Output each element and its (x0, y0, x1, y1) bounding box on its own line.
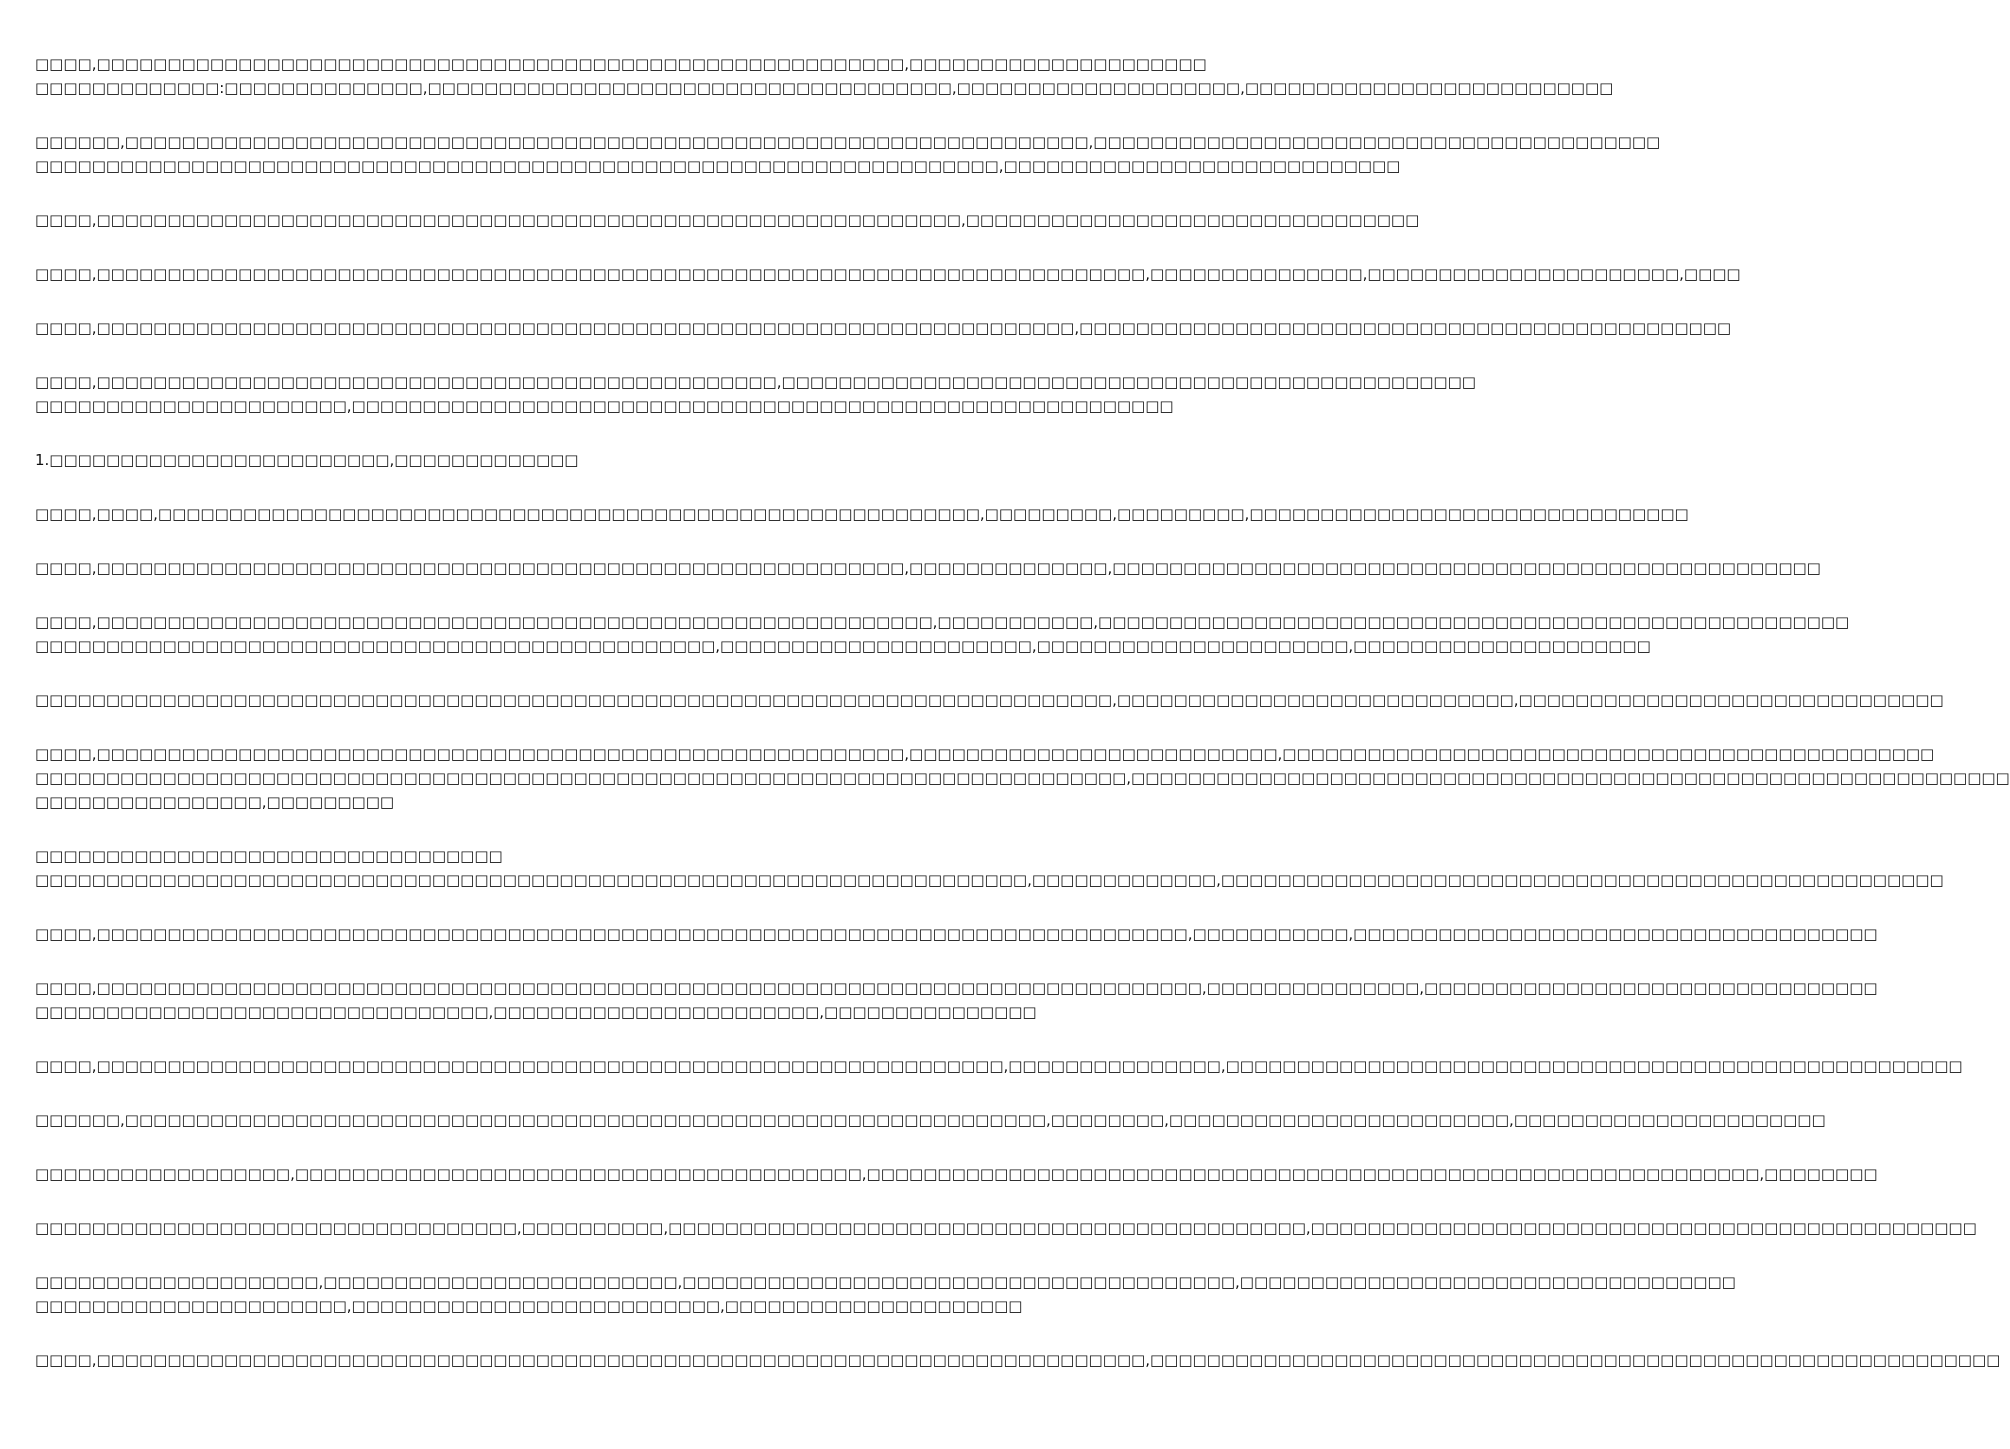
text-line: □□□□,□□□□□□□□□□□□□□□□□□□□□□□□□□□□□□□□□□□□□□□□□□□□□□□□□□□□□□□□□□□□□□□□□□□□□□□□□□□□□,□□□□□□□□□□□,□□□□□□□□□□□□□□□□□□□□□□□□□□□□□□□□□□□□□ (35, 925, 1878, 943)
text-line: □□□□□□□□□□□□□□□□□□□□□□□□□□□□□□□□□□,□□□□□□□□□□,□□□□□□□□□□□□□□□□□□□□□□□□□□□□□□□□□□□□□□□□□□□□□,□□□□□□□□□□□□□□□□□□□□□□□□□□□□□□□□□□□□□□□□□□□□□□□ (35, 1219, 1977, 1237)
paragraph (35, 316, 1732, 340)
paragraph (35, 556, 1821, 580)
text-line: □□□□,□□□□□□□□□□□□□□□□□□□□□□□□□□□□□□□□□□□□□□□□□□□□□□□□□□□□□□□□□,□□□□□□□□□□□□□□,□□□□□□□□□□□□□□□□□□□□□□□□□□□□□□□□□□□□□□□□□□□□□□□□□□ (35, 559, 1821, 577)
paragraph (35, 922, 1878, 946)
paragraph (35, 448, 990, 472)
text-line: □□□□□□□□□□□□□□□□,□□□□□□□□□ (35, 793, 395, 811)
text-line: □□□□,□□□□□□□□□□□□□□□□□□□□□□□□□□□□□□□□□□□□□□□□□□□□□□□□□□□□□□□□□□□□□□□□□□□□□,□□□□□□□□□□□□□□□□□□□□□□□□□□□□□□□□□□□□□□□□□□□□□□ (35, 319, 1732, 337)
text-line: □□□□□□□□□□□□□□□□□□□□□□□□□□□□□□□□□□□□□□□□□□□□□□□□,□□□□□□□□□□□□□□□□□□□□□□,□□□□□□□□□□□□□□□□□□□□□□,□□□□□□□□□□□□□□□□□□□□□ (35, 637, 1651, 655)
text-line: 1.□□□□□□□□□□□□□□□□□□□□□□□□,□□□□□□□□□□□□□ (35, 451, 579, 469)
text-line: □□□□,□□□□□□□□□□□□□□□□□□□□□□□□□□□□□□□□□□□□□□□□□□□□□□□□□□□□□□□□□□□□□□□□□□□□□□□□□□,□□□□□□□□□□□□□□□□□□□□□□□□□□□□□□□□□□□□□□□□□□□□□□□□□□□□□□□□□□□□ (35, 1351, 2001, 1369)
paragraph (35, 688, 1944, 712)
paragraph (35, 130, 1661, 178)
text-line: □□□□,□□□□□□□□□□□□□□□□□□□□□□□□□□□□□□□□□□□□□□□□□□□□□□□□□□□□□□□□□□□□□,□□□□□□□□□□□□□□□□□□□□□□□□□□□□□□□□ (35, 211, 1420, 229)
text-line: □□□□□□□□□□□□□□□□□□,□□□□□□□□□□□□□□□□□□□□□□□□□□□□□□□□□□□□□□□□,□□□□□□□□□□□□□□□□□□□□□□□□□□□□□□□□□□□□□□□□□□□□□□□□□□□□□□□□□□□□□□□,□□□□□□□□ (35, 1165, 1878, 1183)
paragraph (35, 742, 2010, 814)
text-line: □□□□,□□□□□□□□□□□□□□□□□□□□□□□□□□□□□□□□□□□□□□□□□□□□□□□□□□□□□□□□□□□□□□□□□□□□□□□□□□,□□□□□□□□□□□□□□□,□□□□□□□□□□□□□□□□□□□□□□,□□□□ (35, 265, 1741, 283)
paragraph (35, 1162, 1878, 1186)
text-line: □□□□□□□□□□□□□:□□□□□□□□□□□□□□,□□□□□□□□□□□□□□□□□□□□□□□□□□□□□□□□□□□□□,□□□□□□□□□□□□□□□□□□□□,□□□□□□□□□□□□□□□□□□□□□□□□□□ (35, 79, 1614, 97)
text-line: □□□□□□□□□□□□□□□□□□□□□□□□□□□□□□□□□□□□□□□□□□□□□□□□□□□□□□□□□□□□□□□□□□□□□□,□□□□□□□□□□□□□,□□□□□□□□□□□□□□□□□□□□□□□□□□□□□□□□□□□□□□□□□□□□□□□□□□□ (35, 871, 1944, 889)
text-line: □□□□□□□□□□□□□□□□□□□□□□□□□□□□□□□□□□□□□□□□□□□□□□□□□□□□□□□□□□□□□□□□□□□□□□□□□□□□□,□□□□□□□□□□□□□□□□□□□□□□□□□□□□□□□□□□□□□□□□□□□□□□□□□□□□□□□□□□□□□□ (35, 769, 2010, 787)
paragraph (35, 976, 1878, 1024)
paragraph (35, 1216, 1977, 1240)
paragraph (35, 1270, 1736, 1318)
text-line: □□□□,□□□□□□□□□□□□□□□□□□□□□□□□□□□□□□□□□□□□□□□□□□□□□□□□□□□□□□□□□,□□□□□□□□□□□□□□□□□□□□□ (35, 55, 1207, 73)
text-line: □□□□□□,□□□□□□□□□□□□□□□□□□□□□□□□□□□□□□□□□□□□□□□□□□□□□□□□□□□□□□□□□□□□□□□□□,□□□□□□□□,□□□□□□□□□□□□□□□□□□□□□□□□,□□□□□□□□□□□□□□□□□□□□□□ (35, 1111, 1826, 1129)
text-line: □□□□□□□□□□□□□□□□□□□□□□,□□□□□□□□□□□□□□□□□□□□□□□□□□□□□□□□□□□□□□□□□□□□□□□□□□□□□□□□□□ (35, 397, 1174, 415)
text-line: □□□□□□□□□□□□□□□□□□□□□□□□□□□□□□□□□□□□□□□□□□□□□□□□□□□□□□□□□□□□□□□□□□□□□□□□□□□□,□□□□□□□□□□□□□□□□□□□□□□□□□□□□,□□□□□□□□□□□□□□□□□□□□□□□□□□□□□□ (35, 691, 1944, 709)
paragraph (35, 1054, 1963, 1078)
paragraph (35, 610, 1850, 658)
text-line: □□□□,□□□□□□□□□□□□□□□□□□□□□□□□□□□□□□□□□□□□□□□□□□□□□□□□□□□□□□□□□,□□□□□□□□□□□□□□□□□□□□□□□□□□,□□□□□□□□□□□□□□□□□□□□□□□□□□□□□□□□□□□□□□□□□□□□□□ (35, 745, 1935, 763)
document-body (35, 52, 2010, 1402)
text-line: □□□□,□□□□,□□□□□□□□□□□□□□□□□□□□□□□□□□□□□□□□□□□□□□□□□□□□□□□□□□□□□□□□□□,□□□□□□□□□,□□□□□□□□□,□□□□□□□□□□□□□□□□□□□□□□□□□□□□□□□ (35, 505, 1689, 523)
paragraph (35, 262, 1741, 286)
paragraph (35, 1108, 1826, 1132)
text-line: □□□□,□□□□□□□□□□□□□□□□□□□□□□□□□□□□□□□□□□□□□□□□□□□□□□□□□□□□□□□□□□□,□□□□□□□□□□□,□□□□□□□□□□□□□□□□□□□□□□□□□□□□□□□□□□□□□□□□□□□□□□□□□□□□□ (35, 613, 1850, 631)
paragraph (35, 370, 1476, 418)
text-line: □□□□□□□□□□□□□□□□□□□□□□,□□□□□□□□□□□□□□□□□□□□□□□□□□,□□□□□□□□□□□□□□□□□□□□□ (35, 1297, 1023, 1315)
paragraph (35, 1348, 2001, 1372)
text-line: □□□□□□□□□□□□□□□□□□□□□□□□□□□□□□□□,□□□□□□□□□□□□□□□□□□□□□□□,□□□□□□□□□□□□□□□ (35, 1003, 1037, 1021)
paragraph (35, 844, 1944, 892)
paragraph (35, 52, 1614, 100)
paragraph (35, 208, 1420, 232)
text-line: □□□□□□□□□□□□□□□□□□□□,□□□□□□□□□□□□□□□□□□□□□□□□□,□□□□□□□□□□□□□□□□□□□□□□□□□□□□□□□□□□□□□□□,□□□□□□□□□□□□□□□□□□□□□□□□□□□□□□□□□□□ (35, 1273, 1736, 1291)
text-line: □□□□,□□□□□□□□□□□□□□□□□□□□□□□□□□□□□□□□□□□□□□□□□□□□□□□□,□□□□□□□□□□□□□□□□□□□□□□□□□□□□□□□□□□□□□□□□□□□□□□□□□ (35, 373, 1476, 391)
text-line: □□□□□□□□□□□□□□□□□□□□□□□□□□□□□□□□□ (35, 847, 503, 865)
text-line: □□□□□□□□□□□□□□□□□□□□□□□□□□□□□□□□□□□□□□□□□□□□□□□□□□□□□□□□□□□□□□□□□□□□,□□□□□□□□□□□□□□□□□□□□□□□□□□□□ (35, 157, 1401, 175)
text-line: □□□□,□□□□□□□□□□□□□□□□□□□□□□□□□□□□□□□□□□□□□□□□□□□□□□□□□□□□□□□□□□□□□□□□,□□□□□□□□□□□□□□□,□□□□□□□□□□□□□□□□□□□□□□□□□□□□□□□□□□□□□□□□□□□□□□□□□□□□ (35, 1057, 1963, 1075)
paragraph (35, 502, 1689, 526)
text-line: □□□□,□□□□□□□□□□□□□□□□□□□□□□□□□□□□□□□□□□□□□□□□□□□□□□□□□□□□□□□□□□□□□□□□□□□□□□□□□□□□□□,□□□□□□□□□□□□□□□,□□□□□□□□□□□□□□□□□□□□□□□□□□□□□□□□ (35, 979, 1878, 997)
text-line: □□□□□□,□□□□□□□□□□□□□□□□□□□□□□□□□□□□□□□□□□□□□□□□□□□□□□□□□□□□□□□□□□□□□□□□□□□□,□□□□□□□□□□□□□□□□□□□□□□□□□□□□□□□□□□□□□□□□ (35, 133, 1661, 151)
